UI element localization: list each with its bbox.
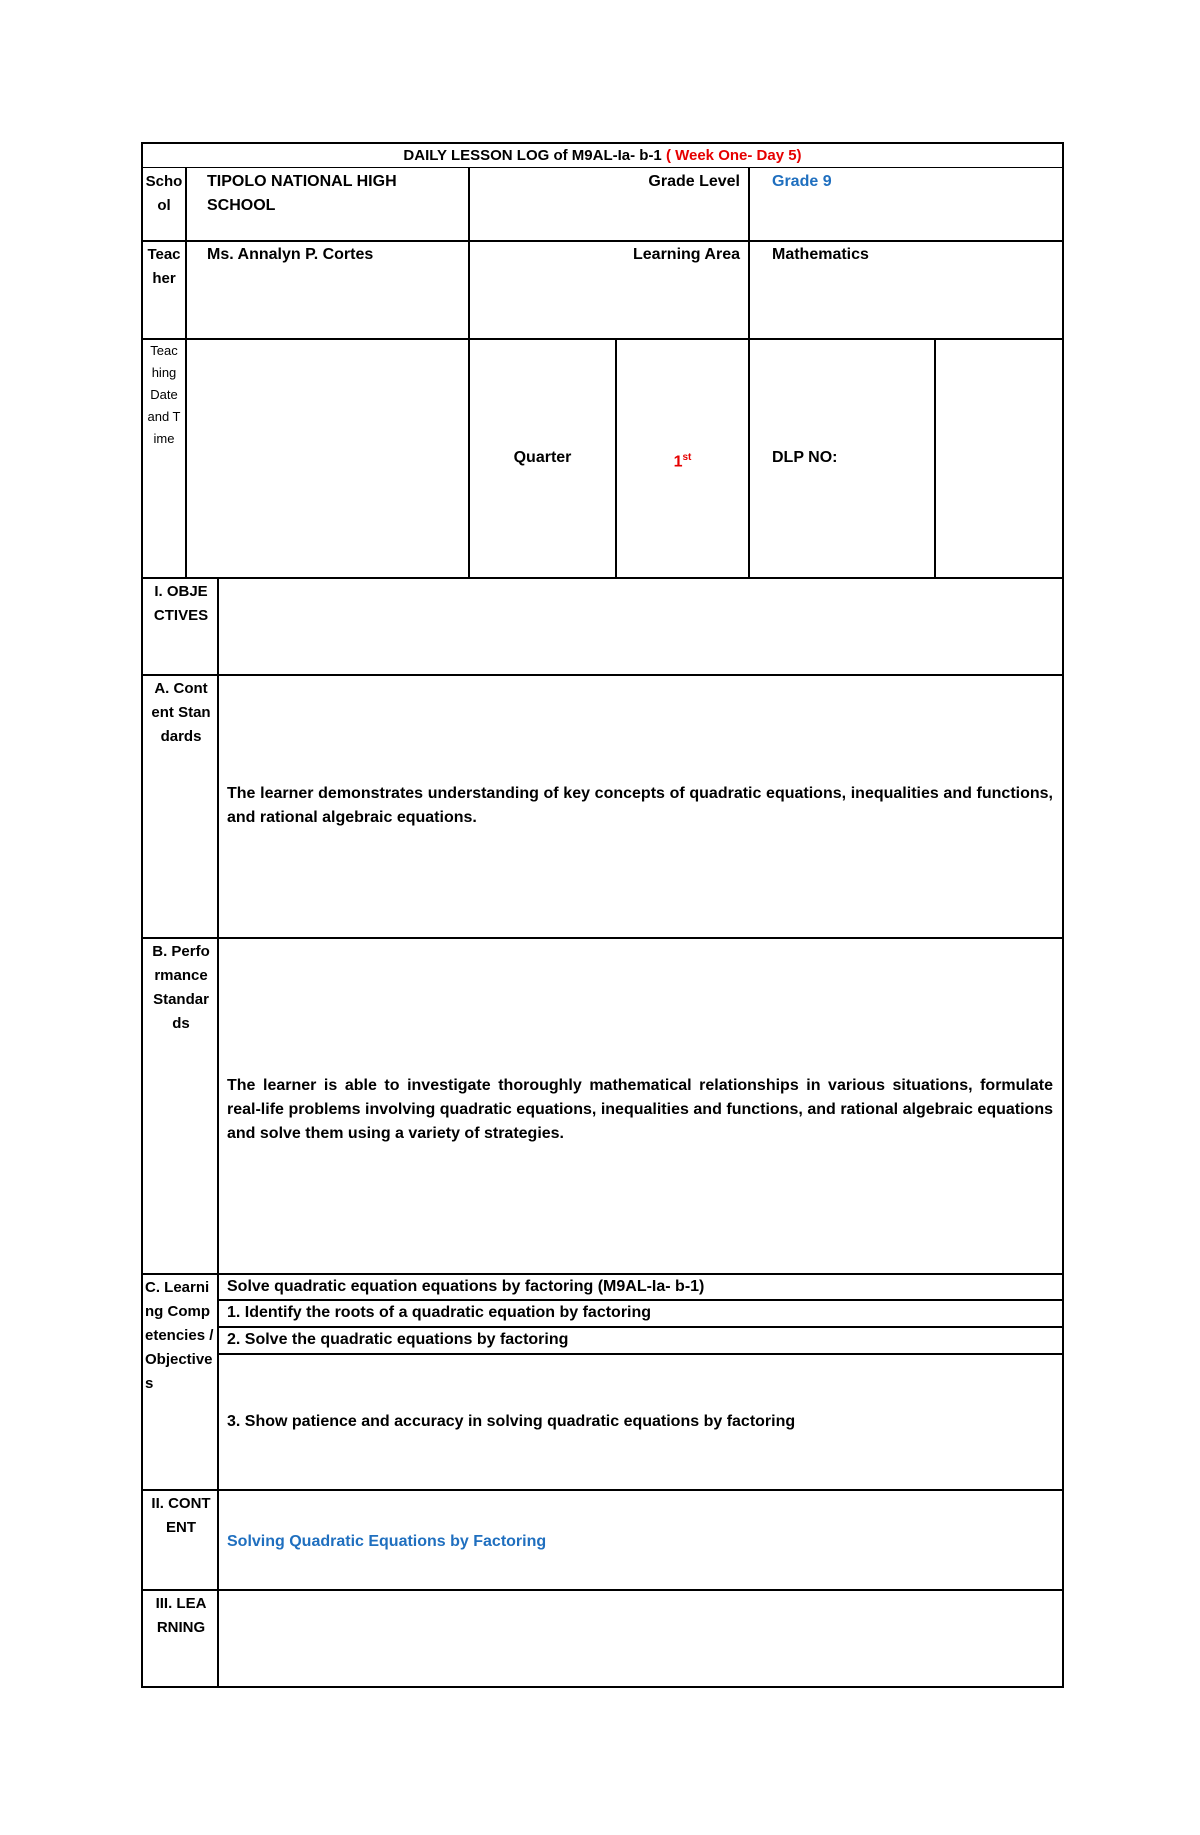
lesson-log-title bbox=[141, 144, 1064, 167]
quarter-label: Quarter bbox=[513, 449, 572, 466]
quarter-number: 1 bbox=[673, 453, 683, 471]
content-label: II. CONTENT bbox=[151, 1495, 211, 1536]
teacher-label: Teacher bbox=[147, 246, 181, 287]
grade-level-label: Grade Level bbox=[648, 173, 740, 190]
learning-label: III. LEARNING bbox=[155, 1595, 207, 1636]
school-name: TIPOLO NATIONAL HIGH SCHOOL bbox=[207, 173, 397, 214]
learning-competencies-label: C. Learning Competencies / Objectives bbox=[145, 1279, 214, 1392]
competency-objective-1: 1. Identify the roots of a quadratic equation by factoring bbox=[227, 1304, 652, 1321]
dlp-no-label: DLP NO: bbox=[772, 449, 838, 466]
objectives-label: I. OBJECTIVES bbox=[153, 583, 209, 624]
content-value: Solving Quadratic Equations by Factoring bbox=[227, 1533, 547, 1550]
content-standards-text: The learner demonstrates understanding of key concepts of quadratic equations, inequalities and functions, and rational algebraic equations. bbox=[227, 785, 1053, 826]
school-label: School bbox=[145, 173, 183, 214]
teacher-name: Ms. Annalyn P. Cortes bbox=[207, 246, 374, 263]
performance-standards-text: The learner is able to investigate thoroughly mathematical relationships in various situations, formulate real-life problems involving quadratic equations, inequalities and functions, and rational algebraic equations and solve them using a variety of strategies. bbox=[227, 1077, 1053, 1142]
lesson-log-table bbox=[141, 142, 1064, 1688]
title-prefix: DAILY LESSON LOG of M9AL-Ia- b-1 bbox=[403, 147, 662, 164]
learning-area-value: Mathematics bbox=[772, 246, 869, 263]
content-standards-label: A. Content Standards bbox=[151, 680, 211, 745]
competency-objective-3: 3. Show patience and accuracy in solving quadratic equations by factoring bbox=[227, 1413, 796, 1430]
grade-level-value: Grade 9 bbox=[772, 173, 832, 190]
performance-standards-label: B. Performance Standards bbox=[152, 943, 210, 1032]
learning-area-label: Learning Area bbox=[633, 246, 740, 263]
teaching-date-label: Teaching Date and Time bbox=[147, 343, 181, 446]
title-week-day: ( Week One- Day 5) bbox=[665, 147, 802, 164]
competency-main: Solve quadratic equation equations by factoring (M9AL-Ia- b-1) bbox=[227, 1278, 705, 1295]
quarter-value bbox=[617, 446, 748, 470]
competency-objective-2: 2. Solve the quadratic equations by factoring bbox=[227, 1331, 569, 1348]
quarter-ordinal: st bbox=[682, 452, 692, 463]
